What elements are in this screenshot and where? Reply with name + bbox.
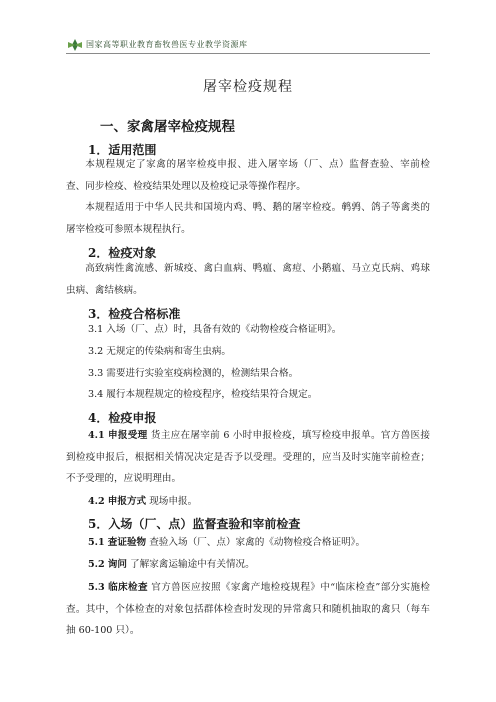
subsection-heading-inspection: 5．入场（厂、点）监督查验和宰前检查 bbox=[88, 517, 301, 531]
clause-text: 官方兽医应按照《家禽产地检疫规程》中“临床检查”部分实施检查。其中，个体检查的对象包括群体检查时发现的异常禽只和随机抽取的禽只（每车抽 60-100 只）。 bbox=[66, 582, 430, 636]
paragraph-declaration-1 bbox=[66, 425, 430, 490]
paragraph-targets: 高致病性禽流感、新城疫、禽白血病、鸭瘟、禽痘、小鹅瘟、马立克氏病、鸡球虫病、禽结核病。 bbox=[66, 263, 430, 296]
clause-term: 询问 bbox=[107, 559, 127, 570]
subsection-heading-targets: 2．检疫对象 bbox=[88, 246, 157, 260]
standard-item-3: 3.3 需要进行实验室疫病检测的，检测结果合格。 bbox=[88, 368, 299, 379]
section-heading: 一、家禽屠宰检疫规程 bbox=[100, 119, 235, 135]
paragraph-scope-1: 本规程规定了家禽的屠宰检疫申报、进入屠宰场（厂、点）监督查验、宰前检查、同步检疫、检疫结果处理以及检疫记录等操作程序。 bbox=[66, 159, 430, 192]
clause-text: 了解家禽运输途中有关情况。 bbox=[130, 559, 255, 570]
standard-item-1: 3.1 入场（厂、点）时，具备有效的《动物检疫合格证明》。 bbox=[88, 324, 342, 335]
page-header bbox=[66, 38, 430, 54]
paragraph-inspection-2 bbox=[66, 554, 430, 576]
clause-number: 5.2 bbox=[88, 559, 105, 570]
clause-number: 5.3 bbox=[88, 582, 105, 593]
clause-term: 临床检查 bbox=[108, 582, 148, 593]
document-title: 屠宰检疫规程 bbox=[203, 79, 293, 95]
subsection-heading-scope: 1．适用范围 bbox=[88, 143, 157, 157]
paragraph-inspection-3 bbox=[66, 577, 430, 642]
header-divider bbox=[66, 53, 430, 54]
clause-number: 4.2 bbox=[88, 496, 105, 507]
clause-term: 查证验物 bbox=[107, 537, 147, 548]
paragraph-inspection-1 bbox=[66, 532, 430, 554]
standard-item-2: 3.2 无规定的传染病和寄生虫病。 bbox=[88, 346, 232, 357]
clause-text: 货主应在屠宰前 6 小时申报检疫，填写检疫申报单。官方兽医接到检疫申报后，根据相关情况决定是否予以受理。受理的，应当及时实施宰前检查；不予受理的，应说明理由。 bbox=[66, 430, 430, 484]
paragraph-scope-2: 本规程适用于中华人民共和国境内鸡、鸭、鹅的屠宰检疫。鹌鹑、鸽子等禽类的屠宰检疫可参照本规程执行。 bbox=[66, 202, 430, 235]
subsection-heading-declaration: 4．检疫申报 bbox=[88, 411, 157, 425]
standard-item-4: 3.4 履行本规程规定的检疫程序，检疫结果符合规定。 bbox=[88, 389, 318, 400]
header-title: 国家高等职业教育畜牧兽医专业教学资源库 bbox=[86, 40, 248, 49]
clause-term: 申报方式 bbox=[107, 496, 147, 507]
clause-number: 4.1 bbox=[88, 430, 105, 441]
clause-text: 现场申报。 bbox=[149, 496, 198, 507]
clause-number: 5.1 bbox=[88, 537, 105, 548]
clause-text: 查验入场（厂、点）家禽的《动物检疫合格证明》。 bbox=[149, 537, 366, 548]
paragraph-declaration-2 bbox=[66, 491, 430, 513]
clause-term: 申报受理 bbox=[108, 430, 148, 441]
logo-icon bbox=[66, 38, 84, 52]
subsection-heading-standards: 3．检疫合格标准 bbox=[88, 307, 181, 321]
